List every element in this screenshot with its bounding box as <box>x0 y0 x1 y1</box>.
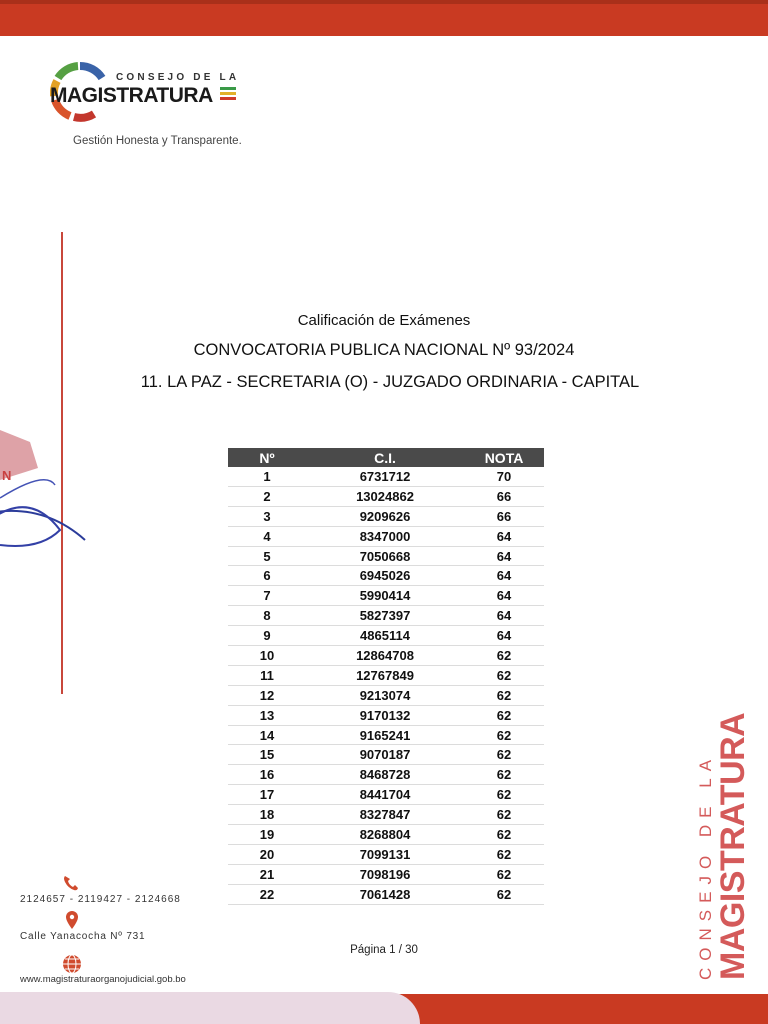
row-number: 13 <box>228 705 306 725</box>
table-row <box>228 486 544 506</box>
row-nota: 64 <box>464 546 544 566</box>
address: Calle Yanacocha Nº 731 <box>20 931 146 942</box>
row-nota: 62 <box>464 765 544 785</box>
row-nota: 62 <box>464 705 544 725</box>
position-title: 11. LA PAZ - SECRETARIA (O) - JUZGADO ORDINARIA - CAPITAL <box>140 373 640 391</box>
row-nota: 64 <box>464 566 544 586</box>
row-ci: 8347000 <box>306 526 464 546</box>
row-nota: 62 <box>464 825 544 845</box>
row-ci: 7098196 <box>306 864 464 884</box>
row-number: 2 <box>228 486 306 506</box>
row-number: 18 <box>228 805 306 825</box>
top-red-band <box>0 0 768 36</box>
row-number: 3 <box>228 506 306 526</box>
bottom-wave <box>0 992 420 1024</box>
row-nota: 62 <box>464 805 544 825</box>
row-ci: 5827397 <box>306 606 464 626</box>
row-ci: 8327847 <box>306 805 464 825</box>
row-nota: 62 <box>464 646 544 666</box>
row-nota: 70 <box>464 467 544 486</box>
row-ci: 4865114 <box>306 626 464 646</box>
row-number: 8 <box>228 606 306 626</box>
row-number: 16 <box>228 765 306 785</box>
side-brand-small: CONSEJO DE LA <box>696 752 715 980</box>
header-nota: NOTA <box>464 448 544 467</box>
table-header-row <box>228 448 544 467</box>
row-ci: 12767849 <box>306 665 464 685</box>
row-number: 7 <box>228 586 306 606</box>
row-nota: 64 <box>464 606 544 626</box>
row-ci: 9213074 <box>306 685 464 705</box>
table-row <box>228 725 544 745</box>
row-number: 12 <box>228 685 306 705</box>
row-number: 11 <box>228 665 306 685</box>
convocatoria-title: CONVOCATORIA PUBLICA NACIONAL Nº 93/2024 <box>193 341 575 359</box>
table-row <box>228 864 544 884</box>
row-number: 9 <box>228 626 306 646</box>
header-ci: C.I. <box>306 448 464 467</box>
row-nota: 62 <box>464 785 544 805</box>
table-row <box>228 467 544 486</box>
table-row <box>228 586 544 606</box>
side-brand <box>696 680 756 980</box>
table-row <box>228 785 544 805</box>
row-number: 19 <box>228 825 306 845</box>
table-row <box>228 825 544 845</box>
row-number: 15 <box>228 745 306 765</box>
row-ci: 13024862 <box>306 486 464 506</box>
table-row <box>228 705 544 725</box>
row-nota: 62 <box>464 864 544 884</box>
page-number: Página 1 / 30 <box>350 944 418 956</box>
document-title: Calificación de Exámenes <box>297 312 471 329</box>
row-number: 5 <box>228 546 306 566</box>
table-row <box>228 546 544 566</box>
row-ci: 8268804 <box>306 825 464 845</box>
logo-small-text: CONSEJO DE LA <box>116 72 240 83</box>
row-nota: 64 <box>464 586 544 606</box>
phone-icon <box>62 874 80 892</box>
row-ci: 8441704 <box>306 785 464 805</box>
svg-text:N: N <box>2 468 12 483</box>
row-nota: 62 <box>464 665 544 685</box>
table-row <box>228 665 544 685</box>
table-row <box>228 626 544 646</box>
table-row <box>228 606 544 626</box>
phone-numbers: 2124657 - 2119427 - 2124668 <box>20 894 181 905</box>
logo-big-text: MAGISTRATURA <box>50 84 213 107</box>
row-nota: 64 <box>464 526 544 546</box>
row-nota: 62 <box>464 884 544 904</box>
row-number: 17 <box>228 785 306 805</box>
row-number: 21 <box>228 864 306 884</box>
row-nota: 64 <box>464 626 544 646</box>
row-number: 20 <box>228 844 306 864</box>
grades-table <box>228 448 544 905</box>
row-ci: 8468728 <box>306 765 464 785</box>
row-number: 4 <box>228 526 306 546</box>
row-ci: 9209626 <box>306 506 464 526</box>
website-link[interactable]: www.magistraturaorganojudicial.gob.bo <box>20 974 186 985</box>
table-row <box>228 646 544 666</box>
table-body <box>228 467 544 904</box>
row-ci: 7099131 <box>306 844 464 864</box>
row-ci: 9170132 <box>306 705 464 725</box>
row-ci: 7061428 <box>306 884 464 904</box>
row-ci: 6945026 <box>306 566 464 586</box>
logo-bars <box>220 87 236 102</box>
row-ci: 6731712 <box>306 467 464 486</box>
table-row <box>228 805 544 825</box>
table-row <box>228 506 544 526</box>
row-number: 10 <box>228 646 306 666</box>
row-number: 6 <box>228 566 306 586</box>
globe-icon <box>61 954 83 974</box>
row-number: 22 <box>228 884 306 904</box>
table-row <box>228 765 544 785</box>
row-nota: 66 <box>464 486 544 506</box>
stamp-fragment <box>0 420 90 560</box>
row-nota: 62 <box>464 844 544 864</box>
row-number: 14 <box>228 725 306 745</box>
row-ci: 9070187 <box>306 745 464 765</box>
location-pin-icon <box>66 911 78 929</box>
row-nota: 62 <box>464 745 544 765</box>
table-row <box>228 526 544 546</box>
row-ci: 7050668 <box>306 546 464 566</box>
table-row <box>228 566 544 586</box>
row-nota: 66 <box>464 506 544 526</box>
table-row <box>228 844 544 864</box>
row-nota: 62 <box>464 685 544 705</box>
table-row <box>228 884 544 904</box>
row-nota: 62 <box>464 725 544 745</box>
row-ci: 9165241 <box>306 725 464 745</box>
table-row <box>228 745 544 765</box>
row-number: 1 <box>228 467 306 486</box>
row-ci: 5990414 <box>306 586 464 606</box>
header-number: Nº <box>228 448 306 467</box>
tagline: Gestión Honesta y Transparente. <box>73 135 242 147</box>
side-brand-big: MAGISTRATURA <box>714 712 752 980</box>
row-ci: 12864708 <box>306 646 464 666</box>
table-row <box>228 685 544 705</box>
